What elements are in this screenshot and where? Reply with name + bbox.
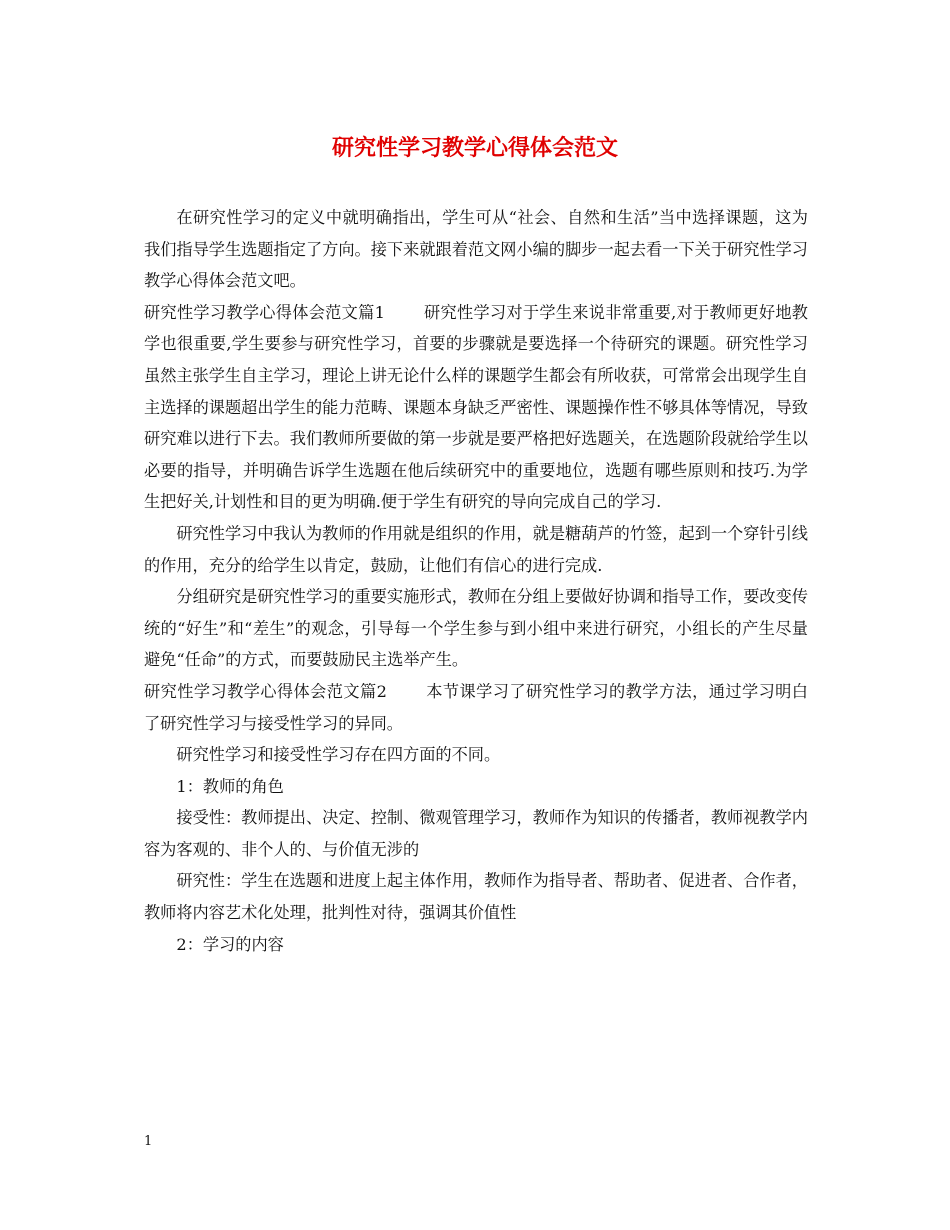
intro-paragraph: 在研究性学习的定义中就明确指出，学生可从“社会、自然和生活”当中选择课题，这为我们指导学生选题指定了方向。接下来就跟着范文网小编的脚步一起去看一下关于研究性学习教学心得体会范文吧。 xyxy=(144,208,808,291)
document-title: 研究性学习教学心得体会范文 xyxy=(331,135,618,161)
document-body xyxy=(144,202,808,960)
list-heading: 2：学习的内容 xyxy=(176,934,284,954)
list-heading: 1：教师的角色 xyxy=(176,776,284,796)
body-paragraph: 研究性：学生在选题和进度上起主体作用，教师作为指导者、帮助者、促进者、合作者，教师将内容艺术化处理，批判性对待，强调其价值性 xyxy=(144,871,808,923)
section-2-paragraph xyxy=(144,676,808,739)
body-paragraph: 研究性学习中我认为教师的作用就是组织的作用，就是糖葫芦的竹签，起到一个穿针引线的作用，充分的给学生以肯定，鼓励，让他们有信心的进行完成. xyxy=(144,523,808,575)
body-paragraph: 接受性：教师提出、决定、控制、微观管理学习，教师作为知识的传播者，教师视教学内容为客观的、非个人的、与价值无涉的 xyxy=(144,808,808,859)
section-1-heading: 研究性学习教学心得体会范文篇1 xyxy=(144,302,385,322)
body-paragraph: 分组研究是研究性学习的重要实施形式，教师在分组上要做好协调和指导工作，要改变传统的“好生”和“差生”的观念，引导每一个学生参与到小组中来进行研究，小组长的产生尽量避免“任命”的方式，而要鼓励民主选举产生。 xyxy=(144,587,808,670)
section-2-heading: 研究性学习教学心得体会范文篇2 xyxy=(144,681,387,701)
body-paragraph: 研究性学习和接受性学习存在四方面的不同。 xyxy=(176,745,501,765)
section-1-paragraph xyxy=(144,297,808,518)
section-2-lead: 本节课学习了研究性学习的教学方法，通过学习明白了研究性学习与接受性学习的异同。 xyxy=(144,681,808,733)
page-number: 1 xyxy=(144,1134,153,1149)
section-1-lead: 研究性学习对于学生来说非常重要,对于教师更好地教学也很重要,学生要参与研究性学习，首要的步骤就是要选择一个待研究的课题。研究性学习虽然主张学生自主学习，理论上讲无论什么样的课题学生都会有所收获，可常常会出现学生自主选择的课题超出学生的能力范畴、课题本身缺乏严密性、课题操作性不够具体等情况，导致研究难以进行下去。我们教师所要做的第一步就是要严格把好选题关，在选题阶段就给学生以必要的指导，并明确告诉学生选题在他后续研究中的重要地位，选题有哪些原则和技巧.为学生把好关,计划性和目的更为明确.便于学生有研究的导向完成自己的学习. xyxy=(144,302,808,512)
